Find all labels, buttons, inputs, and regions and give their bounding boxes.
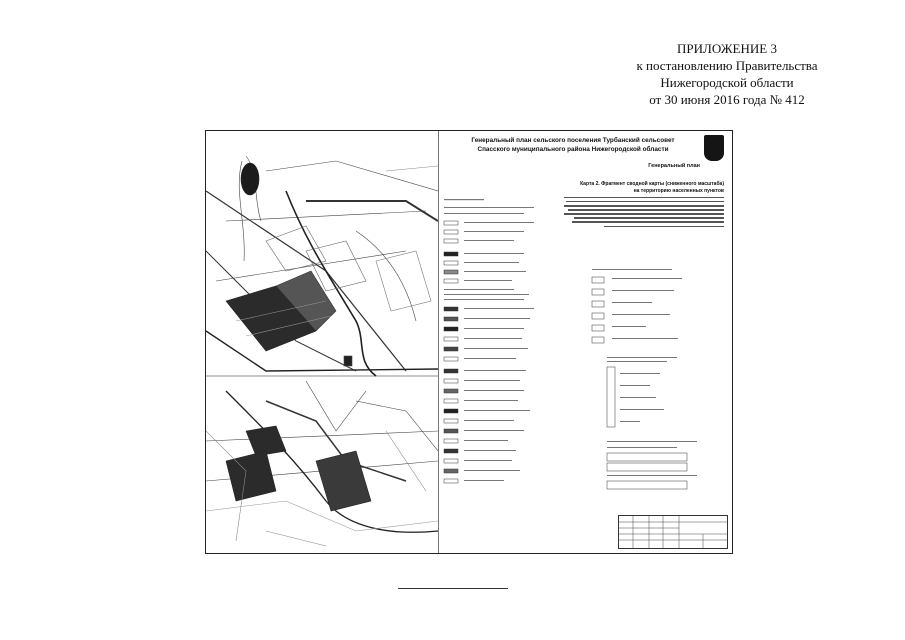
lower-map: [206, 381, 438, 546]
stamp-grid: [619, 516, 727, 548]
upper-map: [206, 156, 438, 376]
appendix-header: [607, 40, 847, 108]
sheet-title-line-2: Спасского муниципального района Нижегородской области: [477, 146, 669, 153]
appendix-date: от 30 июня 2016 года № 412: [649, 92, 805, 107]
legend-column-right: [592, 269, 697, 489]
sheet-title-line-1: Генеральный план сельского поселения Турбанский сельсовет: [471, 137, 675, 144]
legend-drawing: [442, 197, 728, 497]
footnote-separator: [398, 588, 508, 589]
appendix-number: ПРИЛОЖЕНИЕ 3: [677, 41, 777, 56]
map-title-line-1: Карта 2. Фрагмент сводной карты (сниженного масштаба): [580, 181, 724, 187]
coat-of-arms-icon: [704, 135, 724, 161]
sheet-title-line-3: Генеральный план: [648, 163, 700, 169]
sheet-title-block: [442, 135, 728, 175]
map-fragments: [206, 131, 439, 553]
appendix-region: Нижегородской области: [660, 75, 794, 90]
legend-column-left: [444, 199, 534, 483]
plan-sheet: [205, 130, 733, 554]
map-drawing: [206, 131, 438, 553]
appendix-subtitle: к постановлению Правительства: [636, 58, 818, 73]
title-stamp: [618, 515, 728, 549]
map-title-line-2: на территорию населенных пунктов: [633, 188, 724, 194]
